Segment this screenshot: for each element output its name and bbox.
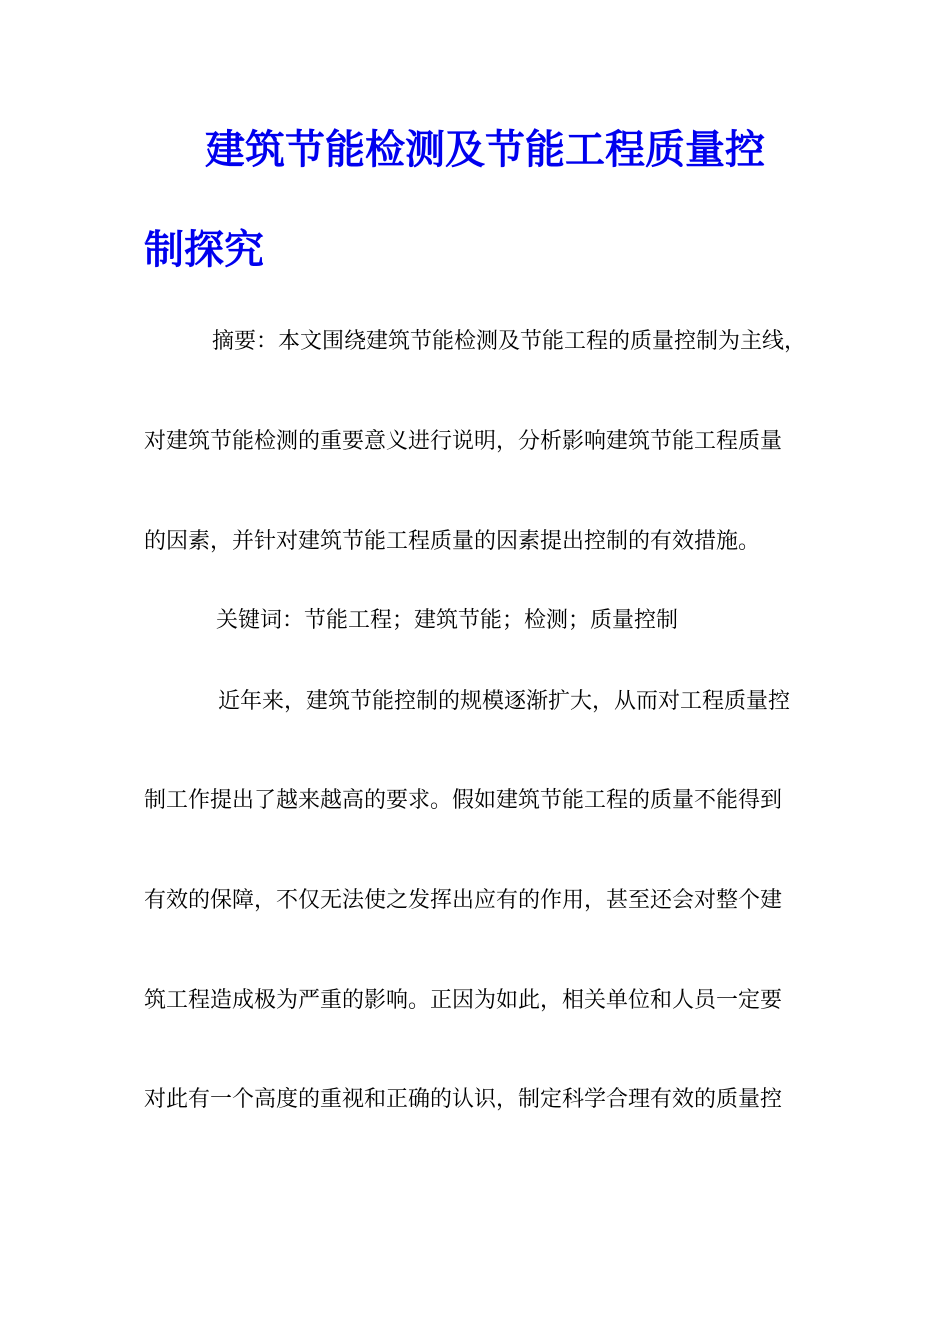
body-line-3: 有效的保障，不仅无法使之发挥出应有的作用，甚至还会对整个建 xyxy=(144,888,783,913)
abstract-line-3: 的因素，并针对建筑节能工程质量的因素提出控制的有效措施。 xyxy=(144,529,761,554)
abstract-line-2: 对建筑节能检测的重要意义进行说明，分析影响建筑节能工程质量 xyxy=(144,429,783,454)
document-title-line-1: 建筑节能检测及节能工程质量控 xyxy=(205,126,765,173)
body-line-5: 对此有一个高度的重视和正确的认识，制定科学合理有效的质量控 xyxy=(144,1087,783,1112)
body-line-2: 制工作提出了越来越高的要求。假如建筑节能工程的质量不能得到 xyxy=(144,788,783,813)
document-title-line-2: 制探究 xyxy=(144,226,264,273)
abstract-line-1: 摘要：本文围绕建筑节能检测及节能工程的质量控制为主线， xyxy=(212,329,807,354)
keywords-line: 关键词：节能工程；建筑节能；检测；质量控制 xyxy=(216,608,679,633)
body-line-4: 筑工程造成极为严重的影响。正因为如此，相关单位和人员一定要 xyxy=(144,988,783,1013)
body-line-1: 近年来，建筑节能控制的规模逐渐扩大，从而对工程质量控 xyxy=(218,689,791,714)
